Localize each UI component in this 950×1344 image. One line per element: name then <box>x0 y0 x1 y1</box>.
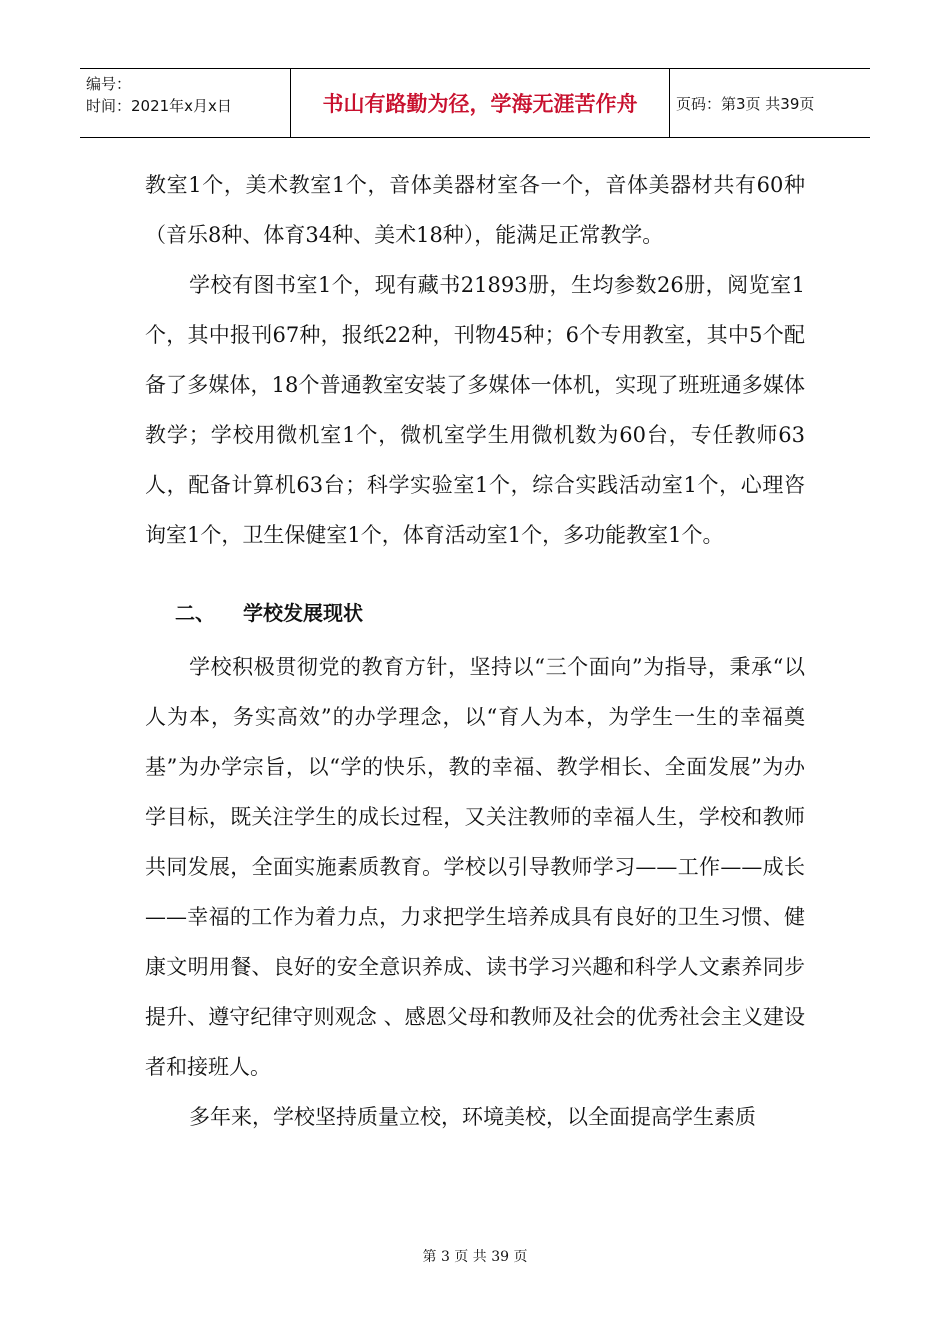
page-footer: 第 3 页 共 39 页 <box>422 1249 528 1265</box>
section-title: 学校发展现状 <box>243 601 363 625</box>
header-page-info: 页码：第3页 共39页 <box>676 94 815 113</box>
page-header <box>80 68 870 138</box>
paragraph-continued: 教室1个，美术教室1个，音体美器材室各一个，音体美器材共有60种（音乐8种、体育34种、美术18种），能满足正常教学。 <box>145 173 805 247</box>
header-motto: 书山有路勤为径，学海无涯苦作舟 <box>291 69 670 137</box>
paragraph-development: 学校积极贯彻党的教育方针，坚持以“三个面向”为指导，秉承“以人为本，务实高效”的办学理念，以“育人为本，为学生一生的幸福奠基”为办学宗旨，以“学的快乐，教的幸福、教学相长、全面发展”为办学目标，既关注学生的成长过程，又关注教师的幸福人生，学校和教师共同发展，全面实施素质教育。学校以引导教师学习——工作——成长——幸福的工作为着力点，力求把学生培养成具有良好的卫生习惯、健康文明用餐、良好的安全意识养成、读书学习兴趣和科学人文素养同步提升、遵守纪律守则观念 、感恩父母和教师及社会的优秀社会主义建设者和接班人。 <box>145 655 805 1079</box>
section-heading <box>175 588 805 638</box>
header-meta <box>80 69 291 137</box>
paragraph-library: 学校有图书室1个，现有藏书21893册，生均参数26册，阅览室1个，其中报刊67种，报纸22种，刊物45种；6个专用教室，其中5个配备了多媒体，18个普通教室安装了多媒体一体机，实现了班班通多媒体教学；学校用微机室1个，微机室学生用微机数为60台，专任教师63人，配备计算机63台；科学实验室1个，综合实践活动室1个，心理咨询室1个，卫生保健室1个，体育活动室1个，多功能教室1个。 <box>145 273 805 547</box>
section-number: 二、 <box>175 601 215 625</box>
document-number-label: 编号： <box>86 75 132 93</box>
document-time: 时间：2021年x月x日 <box>86 97 232 115</box>
document-body <box>145 160 805 1142</box>
paragraph-quality: 多年来，学校坚持质量立校，环境美校，以全面提高学生素质 <box>189 1105 756 1129</box>
